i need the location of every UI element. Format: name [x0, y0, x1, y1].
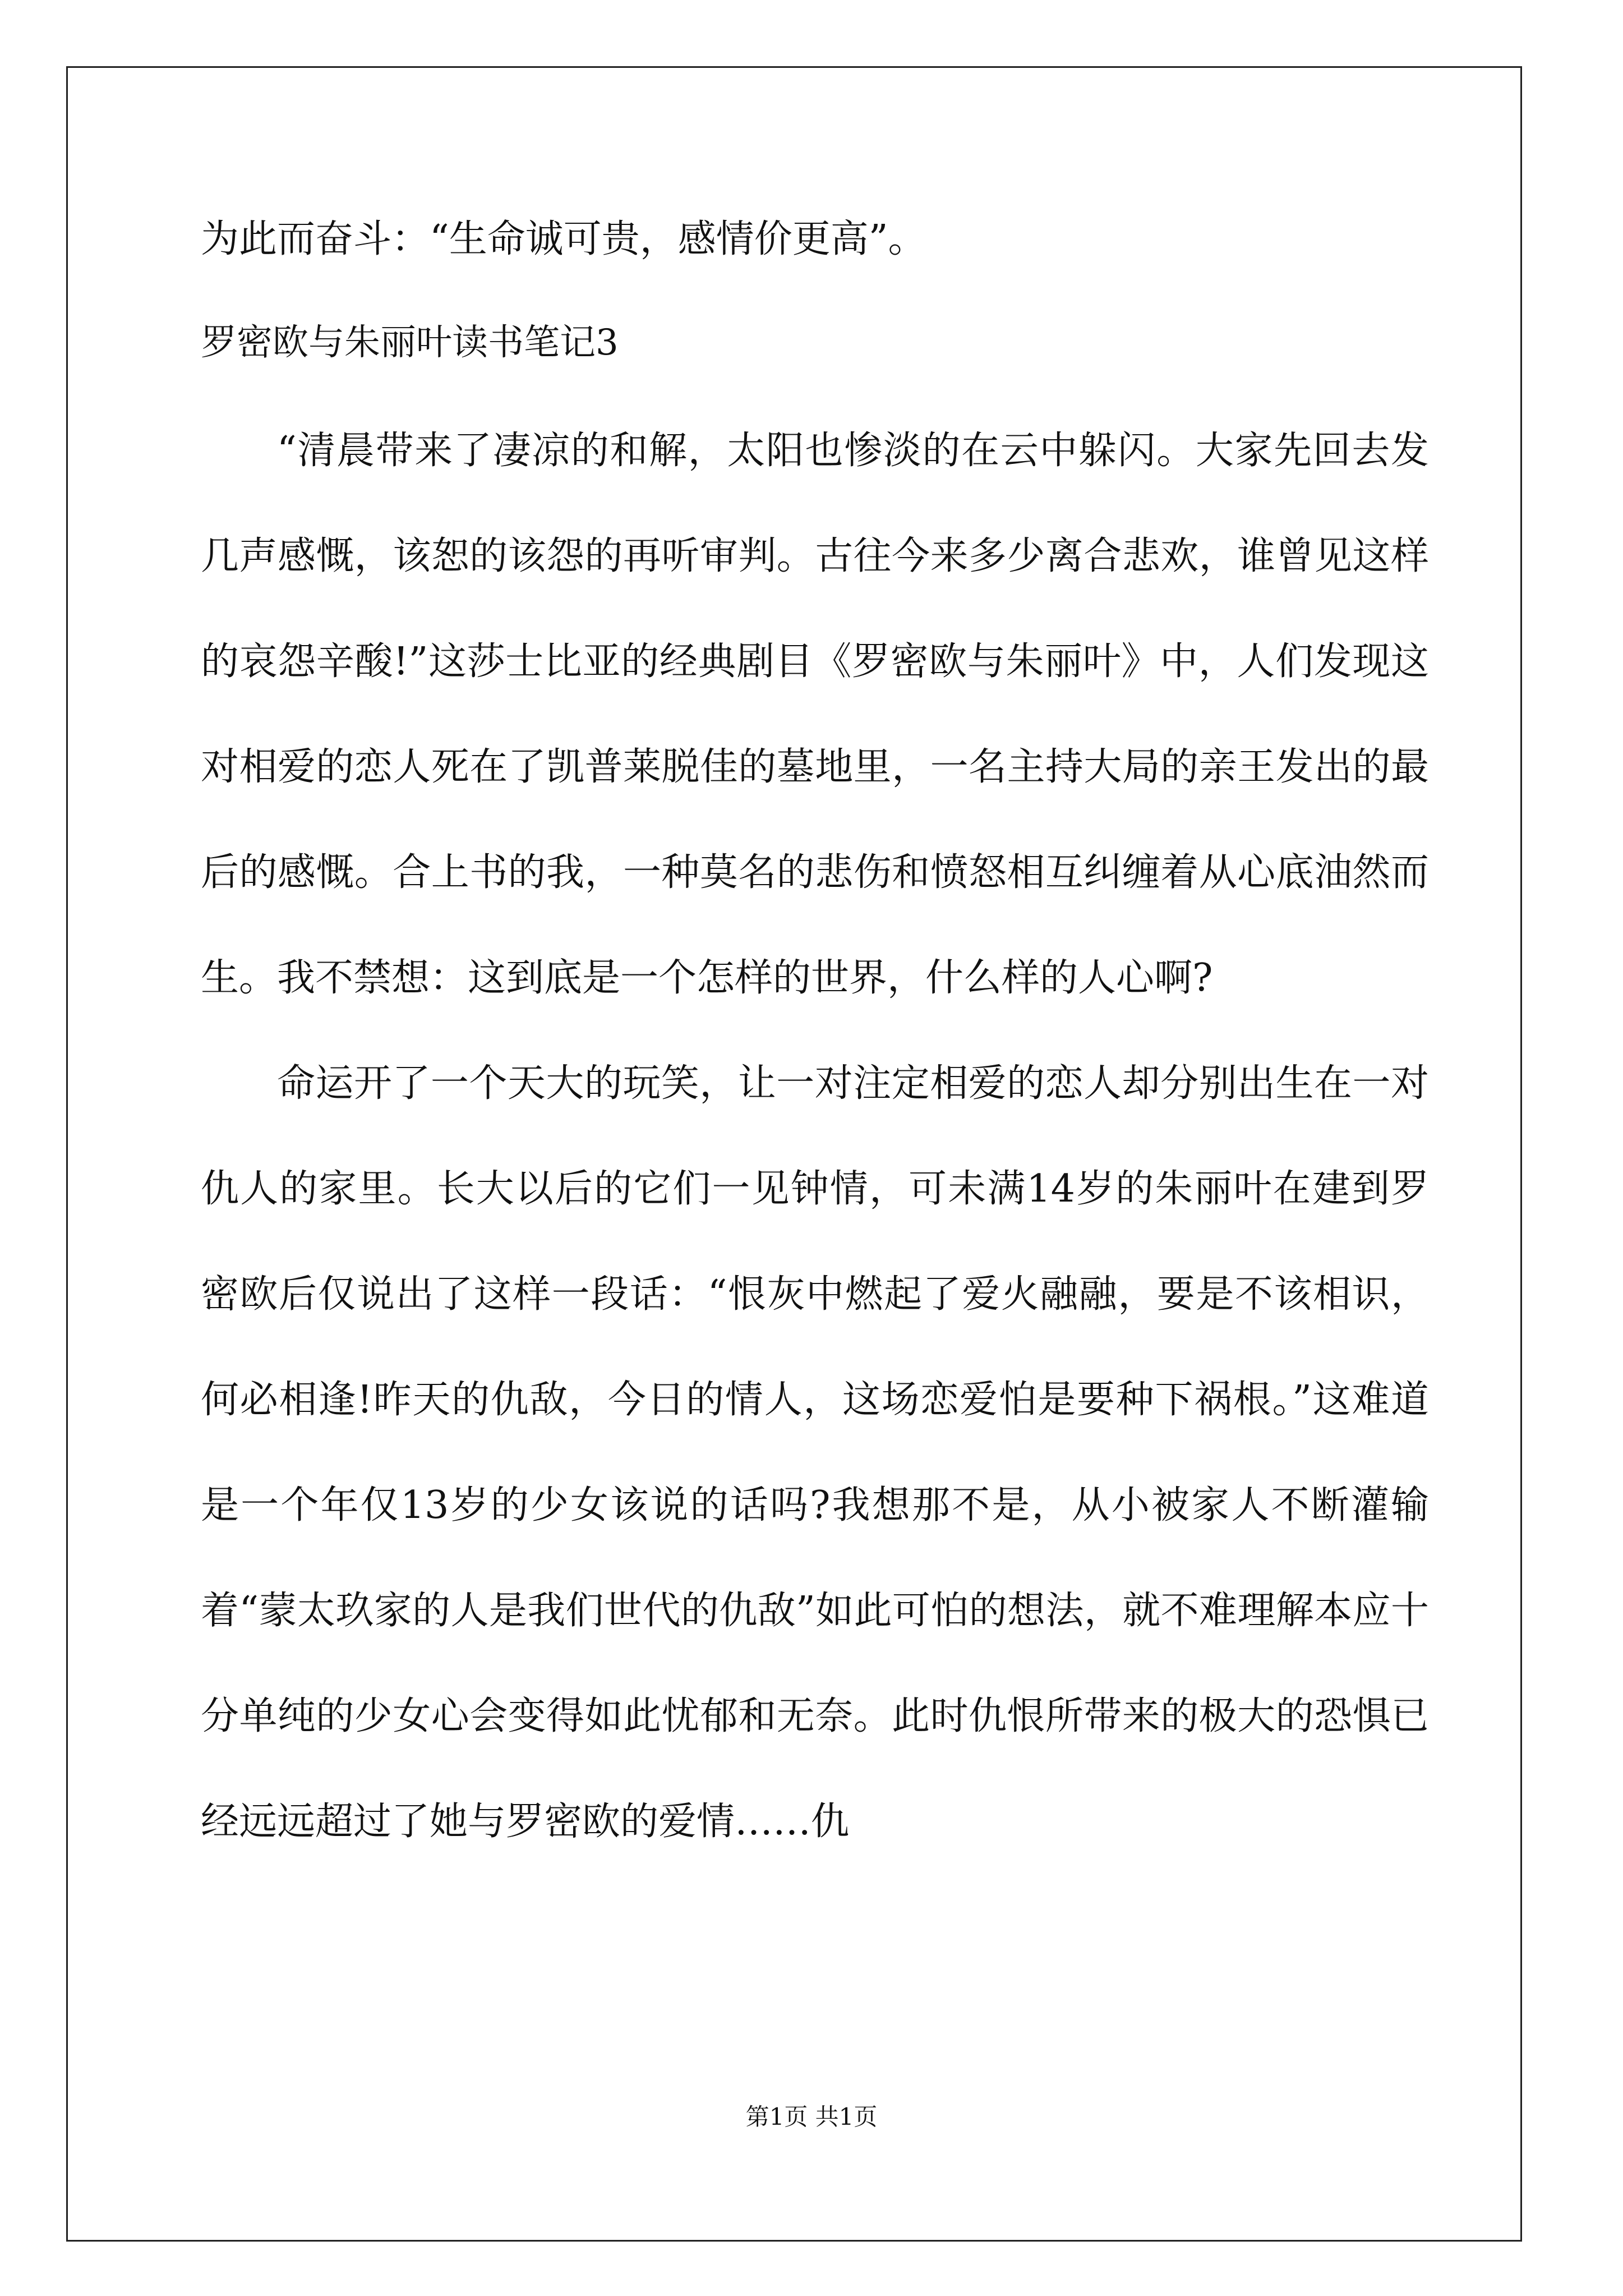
paragraph-2: 命运开了一个天大的玩笑，让一对注定相爱的恋人却分别出生在一对仇人的家里。长大以后的它们一见钟情，可未满14岁的朱丽叶在建到罗密欧后仅说出了这样一段话：“恨灰中燃起了爱火融融，要是不该相识，何必相逢!昨天的仇敌，今日的情人，这场恋爱怕是要种下祸根。”这难道是一个年仅13岁的少女该说的话吗?我想那不是，从小被家人不断灌输着“蒙太玖家的人是我们世代的仇敌”如此可怕的想法，就不难理解本应十分单纯的少女心会变得如此忧郁和无奈。此时仇恨所带来的极大的恐惧已经远远超过了她与罗密欧的爱情……仇: [201, 1061, 1429, 1844]
paragraph-1: “清晨带来了凄凉的和解，太阳也惨淡的在云中躲闪。大家先回去发几声感慨，该恕的该怨的再听审判。古往今来多少离合悲欢，谁曾见这样的哀怨辛酸!”这莎士比亚的经典剧目《罗密欧与朱丽叶》中，人们发现这对相爱的恋人死在了凯普莱脱佳的墓地里，一名主持大局的亲王发出的最后的感慨。合上书的我，一种莫名的悲伤和愤怒相互纠缠着从心底油然而生。我不禁想：这到底是一个怎样的世界，什么样的人心啊?: [201, 429, 1429, 1000]
opening-line: 为此而奋斗：“生命诚可贵，感情价更高”。: [201, 217, 926, 261]
section-title: 罗密欧与朱丽叶读书笔记3: [201, 322, 619, 364]
document-body: [201, 213, 1429, 1875]
page-footer: 第1页 共1页: [745, 2103, 878, 2131]
